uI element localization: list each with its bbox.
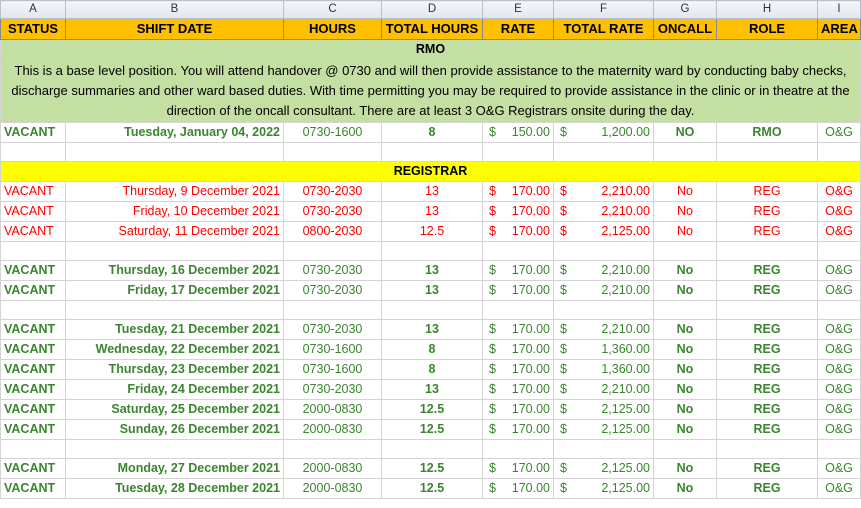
rate-cell[interactable]: [483, 123, 554, 143]
currency-symbol: $: [489, 402, 496, 416]
total-rate-cell[interactable]: [554, 400, 654, 420]
area-cell[interactable]: O&G: [818, 380, 861, 400]
status-cell[interactable]: VACANT: [1, 400, 66, 420]
area-cell[interactable]: O&G: [818, 340, 861, 360]
shift-date-cell[interactable]: Thursday, 16 December 2021: [66, 261, 284, 281]
rate-cell[interactable]: [483, 340, 554, 360]
hours-cell[interactable]: 2000-0830: [284, 420, 382, 440]
total-hours-cell[interactable]: 13: [382, 182, 483, 202]
rmo-section-title[interactable]: RMO: [1, 40, 861, 60]
rate-amount: 170.00: [511, 283, 550, 297]
status-cell[interactable]: VACANT: [1, 182, 66, 202]
currency-symbol: $: [560, 342, 567, 356]
total-rate-cell[interactable]: [554, 202, 654, 222]
currency-symbol: $: [560, 461, 567, 475]
role-cell[interactable]: REG: [717, 281, 818, 301]
total-hours-cell[interactable]: 12.5: [382, 479, 483, 499]
empty-cell[interactable]: [818, 242, 861, 261]
rate-amount: 170.00: [511, 204, 550, 218]
header-area[interactable]: AREA: [818, 19, 861, 40]
area-cell[interactable]: O&G: [818, 400, 861, 420]
empty-cell[interactable]: [1, 301, 66, 320]
column-letter-e[interactable]: E: [483, 1, 554, 19]
shift-row: [1, 479, 861, 499]
header-hours[interactable]: HOURS: [284, 19, 382, 40]
blank-row: [1, 301, 861, 320]
column-letter-d[interactable]: D: [382, 1, 483, 19]
header-oncall[interactable]: ONCALL: [654, 19, 717, 40]
oncall-cell[interactable]: No: [654, 479, 717, 499]
rate-cell[interactable]: [483, 281, 554, 301]
empty-cell[interactable]: [483, 301, 554, 320]
status-cell[interactable]: VACANT: [1, 360, 66, 380]
role-cell[interactable]: REG: [717, 459, 818, 479]
rate-amount: 170.00: [511, 263, 550, 277]
rate-amount: 170.00: [511, 184, 550, 198]
empty-cell[interactable]: [483, 440, 554, 459]
area-cell[interactable]: O&G: [818, 320, 861, 340]
shift-date-cell[interactable]: Friday, 17 December 2021: [66, 281, 284, 301]
shift-date-cell[interactable]: Tuesday, 21 December 2021: [66, 320, 284, 340]
empty-cell[interactable]: [483, 143, 554, 162]
role-cell[interactable]: REG: [717, 420, 818, 440]
status-cell[interactable]: VACANT: [1, 202, 66, 222]
total-rate-cell[interactable]: [554, 182, 654, 202]
hours-cell[interactable]: 0730-2030: [284, 380, 382, 400]
oncall-cell[interactable]: No: [654, 261, 717, 281]
shift-date-cell[interactable]: Saturday, 11 December 2021: [66, 222, 284, 242]
empty-cell[interactable]: [554, 242, 654, 261]
total-rate-cell[interactable]: [554, 320, 654, 340]
currency-symbol: $: [560, 263, 567, 277]
rate-cell[interactable]: [483, 202, 554, 222]
status-cell[interactable]: VACANT: [1, 340, 66, 360]
total-hours-cell[interactable]: 13: [382, 380, 483, 400]
hours-cell[interactable]: 0730-1600: [284, 340, 382, 360]
column-letter-i[interactable]: I: [818, 1, 861, 19]
empty-cell[interactable]: [717, 440, 818, 459]
role-cell[interactable]: REG: [717, 261, 818, 281]
oncall-cell[interactable]: No: [654, 459, 717, 479]
currency-symbol: $: [489, 461, 496, 475]
role-cell[interactable]: REG: [717, 320, 818, 340]
total-amount: 1,360.00: [601, 342, 650, 356]
shift-row: [1, 360, 861, 380]
rate-cell[interactable]: [483, 459, 554, 479]
empty-cell[interactable]: [483, 242, 554, 261]
shift-row: [1, 222, 861, 242]
total-hours-cell[interactable]: 8: [382, 123, 483, 143]
empty-cell[interactable]: [284, 301, 382, 320]
blank-row: [1, 143, 861, 162]
status-cell[interactable]: VACANT: [1, 222, 66, 242]
total-hours-cell[interactable]: 13: [382, 261, 483, 281]
role-cell[interactable]: REG: [717, 479, 818, 499]
total-rate-cell[interactable]: [554, 360, 654, 380]
header-total-hours[interactable]: TOTAL HOURS: [382, 19, 483, 40]
rate-amount: 170.00: [511, 362, 550, 376]
shift-date-cell[interactable]: Wednesday, 22 December 2021: [66, 340, 284, 360]
currency-symbol: $: [489, 184, 496, 198]
status-cell[interactable]: VACANT: [1, 420, 66, 440]
total-amount: 2,210.00: [601, 322, 650, 336]
oncall-cell[interactable]: No: [654, 281, 717, 301]
rate-amount: 150.00: [511, 125, 550, 139]
rate-cell[interactable]: [483, 320, 554, 340]
rmo-section-row: [1, 40, 861, 60]
currency-symbol: $: [560, 481, 567, 495]
total-amount: 1,360.00: [601, 362, 650, 376]
hours-cell[interactable]: 0730-2030: [284, 261, 382, 281]
currency-symbol: $: [489, 283, 496, 297]
column-letter-a[interactable]: A: [1, 1, 66, 19]
header-role[interactable]: ROLE: [717, 19, 818, 40]
total-rate-cell[interactable]: [554, 222, 654, 242]
shift-row: [1, 261, 861, 281]
area-cell[interactable]: O&G: [818, 202, 861, 222]
total-rate-cell[interactable]: [554, 459, 654, 479]
header-total-rate[interactable]: TOTAL RATE: [554, 19, 654, 40]
total-amount: 2,210.00: [601, 382, 650, 396]
total-amount: 2,210.00: [601, 283, 650, 297]
empty-cell[interactable]: [654, 143, 717, 162]
total-amount: 2,210.00: [601, 263, 650, 277]
rate-cell[interactable]: [483, 222, 554, 242]
column-letter-h[interactable]: H: [717, 1, 818, 19]
empty-cell[interactable]: [654, 440, 717, 459]
shift-row: [1, 123, 861, 143]
header-row: [1, 19, 861, 40]
currency-symbol: $: [560, 322, 567, 336]
shift-date-cell[interactable]: Sunday, 26 December 2021: [66, 420, 284, 440]
total-rate-cell[interactable]: [554, 340, 654, 360]
area-cell[interactable]: O&G: [818, 459, 861, 479]
currency-symbol: $: [489, 422, 496, 436]
shift-row: [1, 320, 861, 340]
currency-symbol: $: [560, 125, 567, 139]
currency-symbol: $: [489, 263, 496, 277]
shift-row: [1, 459, 861, 479]
role-cell[interactable]: REG: [717, 400, 818, 420]
total-rate-cell[interactable]: [554, 479, 654, 499]
currency-symbol: $: [489, 481, 496, 495]
currency-symbol: $: [560, 362, 567, 376]
empty-cell[interactable]: [284, 242, 382, 261]
hours-cell[interactable]: 0730-1600: [284, 123, 382, 143]
empty-cell[interactable]: [66, 242, 284, 261]
empty-cell[interactable]: [654, 301, 717, 320]
empty-cell[interactable]: [66, 143, 284, 162]
area-cell[interactable]: O&G: [818, 479, 861, 499]
hours-cell[interactable]: 2000-0830: [284, 479, 382, 499]
rate-cell[interactable]: [483, 400, 554, 420]
empty-cell[interactable]: [382, 301, 483, 320]
shift-date-cell[interactable]: Thursday, 9 December 2021: [66, 182, 284, 202]
status-cell[interactable]: VACANT: [1, 320, 66, 340]
hours-cell[interactable]: 2000-0830: [284, 400, 382, 420]
header-status[interactable]: STATUS: [1, 19, 66, 40]
status-cell[interactable]: VACANT: [1, 459, 66, 479]
blank-row: [1, 440, 861, 459]
currency-symbol: $: [560, 382, 567, 396]
shift-row: [1, 400, 861, 420]
area-cell[interactable]: O&G: [818, 360, 861, 380]
total-hours-cell[interactable]: 12.5: [382, 420, 483, 440]
hours-cell[interactable]: 2000-0830: [284, 459, 382, 479]
hours-cell[interactable]: 0730-2030: [284, 202, 382, 222]
empty-cell[interactable]: [818, 301, 861, 320]
hours-cell[interactable]: 0730-1600: [284, 360, 382, 380]
empty-cell[interactable]: [382, 242, 483, 261]
currency-symbol: $: [489, 382, 496, 396]
empty-cell[interactable]: [818, 440, 861, 459]
area-cell[interactable]: O&G: [818, 261, 861, 281]
total-hours-cell[interactable]: 12.5: [382, 222, 483, 242]
total-hours-cell[interactable]: 13: [382, 202, 483, 222]
total-hours-cell[interactable]: 8: [382, 360, 483, 380]
currency-symbol: $: [560, 422, 567, 436]
total-amount: 2,125.00: [601, 461, 650, 475]
empty-cell[interactable]: [717, 242, 818, 261]
role-cell[interactable]: REG: [717, 202, 818, 222]
registrar-section-row: [1, 162, 861, 182]
total-hours-cell[interactable]: 13: [382, 320, 483, 340]
area-cell[interactable]: O&G: [818, 281, 861, 301]
currency-symbol: $: [560, 402, 567, 416]
column-letter-f[interactable]: F: [554, 1, 654, 19]
oncall-cell[interactable]: No: [654, 420, 717, 440]
oncall-cell[interactable]: NO: [654, 123, 717, 143]
empty-cell[interactable]: [66, 301, 284, 320]
total-rate-cell[interactable]: [554, 380, 654, 400]
empty-cell[interactable]: [1, 440, 66, 459]
role-cell[interactable]: REG: [717, 360, 818, 380]
oncall-cell[interactable]: No: [654, 320, 717, 340]
empty-cell[interactable]: [717, 143, 818, 162]
header-rate[interactable]: RATE: [483, 19, 554, 40]
currency-symbol: $: [560, 224, 567, 238]
empty-cell[interactable]: [818, 143, 861, 162]
empty-cell[interactable]: [554, 301, 654, 320]
hours-cell[interactable]: 0730-2030: [284, 182, 382, 202]
currency-symbol: $: [560, 283, 567, 297]
currency-symbol: $: [560, 204, 567, 218]
area-cell[interactable]: O&G: [818, 222, 861, 242]
rate-amount: 170.00: [511, 422, 550, 436]
empty-cell[interactable]: [284, 143, 382, 162]
shift-date-cell[interactable]: Friday, 10 December 2021: [66, 202, 284, 222]
shift-date-cell[interactable]: Thursday, 23 December 2021: [66, 360, 284, 380]
empty-cell[interactable]: [654, 242, 717, 261]
empty-cell[interactable]: [382, 143, 483, 162]
currency-symbol: $: [489, 224, 496, 238]
empty-cell[interactable]: [1, 242, 66, 261]
empty-cell[interactable]: [1, 143, 66, 162]
status-cell[interactable]: VACANT: [1, 380, 66, 400]
rate-amount: 170.00: [511, 461, 550, 475]
total-amount: 2,125.00: [601, 224, 650, 238]
blank-row: [1, 242, 861, 261]
total-rate-cell[interactable]: [554, 281, 654, 301]
currency-symbol: $: [489, 322, 496, 336]
empty-cell[interactable]: [66, 440, 284, 459]
rate-amount: 170.00: [511, 224, 550, 238]
oncall-cell[interactable]: No: [654, 380, 717, 400]
area-cell[interactable]: O&G: [818, 123, 861, 143]
rmo-description-row: [1, 60, 861, 123]
empty-cell[interactable]: [554, 143, 654, 162]
rate-amount: 170.00: [511, 382, 550, 396]
oncall-cell[interactable]: No: [654, 340, 717, 360]
column-letter-c[interactable]: C: [284, 1, 382, 19]
oncall-cell[interactable]: No: [654, 360, 717, 380]
rate-amount: 170.00: [511, 481, 550, 495]
role-cell[interactable]: REG: [717, 222, 818, 242]
total-rate-cell[interactable]: [554, 261, 654, 281]
total-hours-cell[interactable]: 12.5: [382, 459, 483, 479]
column-letter-row: [1, 1, 861, 19]
area-cell[interactable]: O&G: [818, 420, 861, 440]
shift-date-cell[interactable]: Monday, 27 December 2021: [66, 459, 284, 479]
role-cell[interactable]: REG: [717, 340, 818, 360]
rate-cell[interactable]: [483, 479, 554, 499]
oncall-cell[interactable]: No: [654, 182, 717, 202]
currency-symbol: $: [489, 362, 496, 376]
oncall-cell[interactable]: No: [654, 202, 717, 222]
column-letter-b[interactable]: B: [66, 1, 284, 19]
shift-date-cell[interactable]: Tuesday, 28 December 2021: [66, 479, 284, 499]
oncall-cell[interactable]: No: [654, 400, 717, 420]
rate-amount: 170.00: [511, 402, 550, 416]
total-amount: 2,125.00: [601, 402, 650, 416]
shift-row: [1, 182, 861, 202]
total-amount: 1,200.00: [601, 125, 650, 139]
total-hours-cell[interactable]: 8: [382, 340, 483, 360]
total-hours-cell[interactable]: 13: [382, 281, 483, 301]
total-amount: 2,210.00: [601, 204, 650, 218]
shift-row: [1, 202, 861, 222]
role-cell[interactable]: REG: [717, 380, 818, 400]
rate-cell[interactable]: [483, 360, 554, 380]
role-cell[interactable]: RMO: [717, 123, 818, 143]
status-cell[interactable]: VACANT: [1, 261, 66, 281]
rate-cell[interactable]: [483, 182, 554, 202]
currency-symbol: $: [489, 342, 496, 356]
currency-symbol: $: [560, 184, 567, 198]
status-cell[interactable]: VACANT: [1, 479, 66, 499]
total-amount: 2,125.00: [601, 481, 650, 495]
empty-cell[interactable]: [717, 301, 818, 320]
status-cell[interactable]: VACANT: [1, 281, 66, 301]
total-rate-cell[interactable]: [554, 123, 654, 143]
shift-date-cell[interactable]: Tuesday, January 04, 2022: [66, 123, 284, 143]
currency-symbol: $: [489, 125, 496, 139]
empty-cell[interactable]: [382, 440, 483, 459]
status-cell[interactable]: VACANT: [1, 123, 66, 143]
shift-row: [1, 380, 861, 400]
hours-cell[interactable]: 0730-2030: [284, 281, 382, 301]
shift-date-cell[interactable]: Saturday, 25 December 2021: [66, 400, 284, 420]
shift-date-cell[interactable]: Friday, 24 December 2021: [66, 380, 284, 400]
header-shift-date[interactable]: SHIFT DATE: [66, 19, 284, 40]
registrar-section-title[interactable]: REGISTRAR: [1, 162, 861, 182]
role-cell[interactable]: REG: [717, 182, 818, 202]
total-rate-cell[interactable]: [554, 420, 654, 440]
total-amount: 2,210.00: [601, 184, 650, 198]
area-cell[interactable]: O&G: [818, 182, 861, 202]
shift-row: [1, 340, 861, 360]
rate-cell[interactable]: [483, 380, 554, 400]
column-letter-g[interactable]: G: [654, 1, 717, 19]
rmo-description[interactable]: This is a base level position. You will attend handover @ 0730 and will then provide assistance to the maternity ward by conducting baby checks, discharge summaries and other ward based duties. With time permitting you may be required to provide assistance in the clinic or in theatre at the direction of the oncall consultant. There are at least 3 O&G Registrars onsite during the day.: [1, 60, 861, 123]
hours-cell[interactable]: 0730-2030: [284, 320, 382, 340]
oncall-cell[interactable]: No: [654, 222, 717, 242]
empty-cell[interactable]: [554, 440, 654, 459]
rate-amount: 170.00: [511, 322, 550, 336]
currency-symbol: $: [489, 204, 496, 218]
total-amount: 2,125.00: [601, 422, 650, 436]
empty-cell[interactable]: [284, 440, 382, 459]
rate-amount: 170.00: [511, 342, 550, 356]
hours-cell[interactable]: 0800-2030: [284, 222, 382, 242]
shift-row: [1, 420, 861, 440]
total-hours-cell[interactable]: 12.5: [382, 400, 483, 420]
rate-cell[interactable]: [483, 261, 554, 281]
shift-row: [1, 281, 861, 301]
rate-cell[interactable]: [483, 420, 554, 440]
